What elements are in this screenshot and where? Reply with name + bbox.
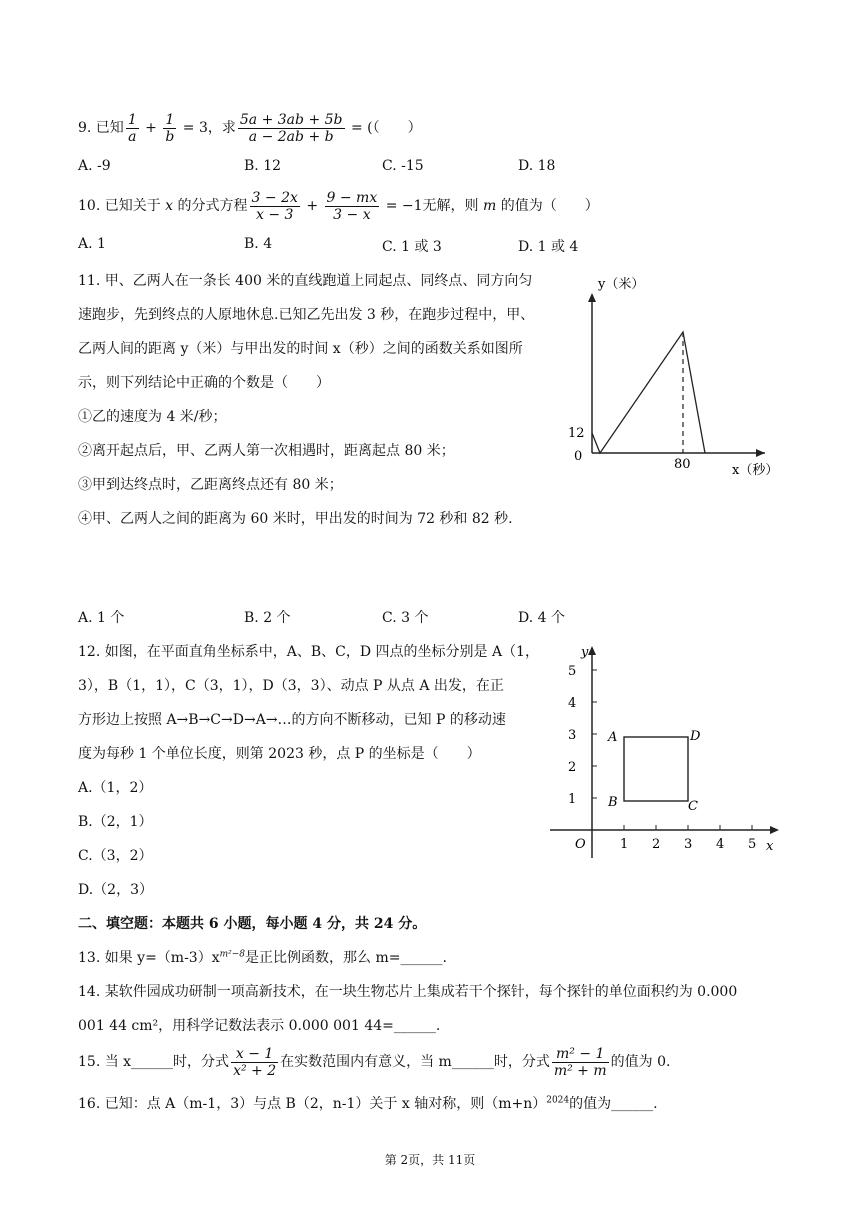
- q12-option-b[interactable]: B.（2，1）: [78, 814, 153, 830]
- section-2-heading: 二、填空题：本题共 6 小题，每小题 4 分，共 24 分。: [78, 916, 427, 932]
- q12-line-3: 方形边上按照 A→B→C→D→A→…的方向不断移动，已知 P 的移动速: [78, 712, 506, 728]
- q12-point-d: D: [690, 729, 701, 744]
- q11-statement-1: ①乙的速度为 4 米/秒；: [78, 409, 227, 425]
- q12-y-tick-label: 2: [568, 760, 577, 775]
- q11-y-label: y（米）: [598, 277, 645, 292]
- q12-ticks: [568, 664, 756, 852]
- q10-frac-2: $\frac{9 - mx}{3 - x}$: [326, 189, 378, 223]
- q12-coordinate-graph: [545, 640, 790, 865]
- q11-y-arrow: [588, 293, 596, 302]
- q12-x-tick-label: 5: [748, 837, 757, 852]
- q11-label-80: 80: [674, 457, 691, 472]
- q9-expression: $\frac{5a + 3ab + 5b}{a - 2ab + b}$: [239, 111, 343, 145]
- q11-statement-3: ③甲到达终点时，乙距离终点还有 80 米；: [78, 477, 343, 493]
- q12-point-b: B: [608, 795, 618, 810]
- q12-y-tick-label: 4: [568, 696, 577, 711]
- q10-option-c[interactable]: C. 1 或 3: [382, 239, 442, 255]
- q9-frac-1a: $\frac{1}{a}$: [127, 111, 137, 145]
- q11-line-1: 11. 甲、乙两人在一条长 400 米的直线跑道上同起点、同终点、同方向匀: [78, 273, 533, 289]
- q11-option-a[interactable]: A. 1 个: [78, 610, 125, 626]
- question-15: 15. 当 x______时，分式 $\frac{x - 1}{\text{x² + 2}}$ 在实数范围内有意义，当 m______时，分式 $\frac{\text{m² − 1}}{\text{m² + m}}$ 的值为 0.: [78, 1045, 671, 1079]
- q13-exponent: m²−8: [219, 949, 246, 960]
- q12-y-label: y: [581, 645, 589, 660]
- q11-line-3: 乙两人间的距离 y（米）与甲出发的时间 x（秒）之间的函数关系如图所: [78, 341, 523, 357]
- question-16: 16. 已知：点 A（m-1，3）与点 B（2，n-1）关于 x 轴对称，则$(m+n)^{2024}$的值为______.: [78, 1095, 658, 1112]
- q15-frac-2: $\frac{\text{m² − 1}}{\text{m² + m}}$: [553, 1045, 607, 1079]
- q11-x-arrow: [756, 449, 765, 457]
- q12-x-tick-label: 4: [716, 837, 725, 852]
- q9-option-c[interactable]: C. -15: [382, 158, 424, 174]
- q11-label-0: 0: [574, 449, 583, 464]
- q16-exponent: 2024: [546, 1095, 570, 1106]
- q12-point-a: A: [608, 730, 618, 745]
- q12-line-2: 3），B（1，1），C（3，1），D（3，3）、动点 P 从点 A 出发，在正: [78, 678, 504, 694]
- q11-option-b[interactable]: B. 2 个: [244, 610, 291, 626]
- q11-line-2: 速跑步，先到终点的人原地休息.已知乙先出发 3 秒，在跑步过程中，甲、: [78, 307, 535, 323]
- q10-option-b[interactable]: B. 4: [244, 236, 273, 252]
- q11-label-12: 12: [568, 426, 585, 441]
- question-10: 10. 已知关于 x 的分式方程 $\frac{3 - 2x}{x - 3}$ + $\frac{9 - mx}{3 - x}$ = −1无解，则 m 的值为（ ）: [78, 189, 599, 223]
- page-footer: 第 2页，共 11页: [384, 1153, 476, 1167]
- q11-statement-2: ②离开起点后，甲、乙两人第一次相遇时，距离起点 80 米；: [78, 443, 455, 459]
- q9-option-b[interactable]: B. 12: [244, 158, 282, 174]
- q11-x-label: x（秒）: [732, 463, 779, 478]
- q11-statement-4: ④甲、乙两人之间的距离为 60 米时，甲出发的时间为 72 秒和 82 秒.: [78, 511, 513, 527]
- q12-y-tick-label: 3: [568, 728, 577, 743]
- q12-line-1: 12. 如图，在平面直角坐标系中，A、B、C，D 四点的坐标分别是 A（1，: [78, 644, 539, 660]
- q14-line-2: 001 44 cm²，用科学记数法表示 0.000 001 44=______.: [78, 1018, 441, 1034]
- q10-option-d[interactable]: D. 1 或 4: [518, 239, 579, 255]
- q12-origin-label: O: [575, 837, 586, 852]
- q9-frac-1b: $\frac{1}{b}$: [165, 111, 175, 145]
- q12-option-d[interactable]: D.（2，3）: [78, 882, 153, 898]
- q11-graph-line: [592, 332, 705, 453]
- q12-y-tick-label: 5: [568, 664, 577, 679]
- q10-option-a[interactable]: A. 1: [78, 236, 106, 252]
- q12-option-a[interactable]: A.（1，2）: [78, 780, 153, 796]
- q14-line-1: 14. 某软件园成功研制一项高新技术，在一块生物芯片上集成若干个探针，每个探针的单位面积约为 0.000: [78, 984, 738, 1000]
- q12-x-tick-label: 2: [652, 837, 661, 852]
- q10-frac-1: $\frac{3 - 2x}{x - 3}$: [251, 189, 298, 223]
- q12-square: [624, 737, 688, 801]
- q12-x-tick-label: 3: [684, 837, 693, 852]
- q9-option-a[interactable]: A. -9: [78, 158, 111, 174]
- q12-x-arrow: [770, 826, 779, 834]
- q9-prefix: 9. 已知: [78, 120, 124, 136]
- q11-distance-graph: [560, 270, 800, 485]
- q11-option-d[interactable]: D. 4 个: [518, 610, 565, 626]
- question-13: 13. 如果 $y=(m-3)x^{m^2-8}$是正比例函数，那么 m=______.: [78, 949, 447, 966]
- question-9: 9. 已知 $\frac{1}{a}$ + $\frac{1}{b}$ = 3，求 $\frac{5a + 3ab + 5b}{a - 2ab + b}$ = (（ ）: [78, 111, 422, 145]
- q11-line-4: 示，则下列结论中正确的个数是（ ）: [78, 375, 330, 391]
- q11-option-c[interactable]: C. 3 个: [382, 610, 429, 626]
- q12-line-4: 度为每秒 1 个单位长度，则第 2023 秒，点 P 的坐标是（ ）: [78, 746, 481, 762]
- q12-x-tick-label: 1: [620, 837, 629, 852]
- q12-y-arrow: [588, 646, 596, 655]
- q12-point-c: C: [688, 799, 698, 814]
- q12-option-c[interactable]: C.（3，2）: [78, 848, 153, 864]
- q15-frac-1: $\frac{x - 1}{\text{x² + 2}}$: [233, 1045, 277, 1079]
- q12-y-tick-label: 1: [568, 792, 577, 807]
- q9-option-d[interactable]: D. 18: [518, 158, 556, 174]
- q12-x-label: x: [766, 839, 774, 854]
